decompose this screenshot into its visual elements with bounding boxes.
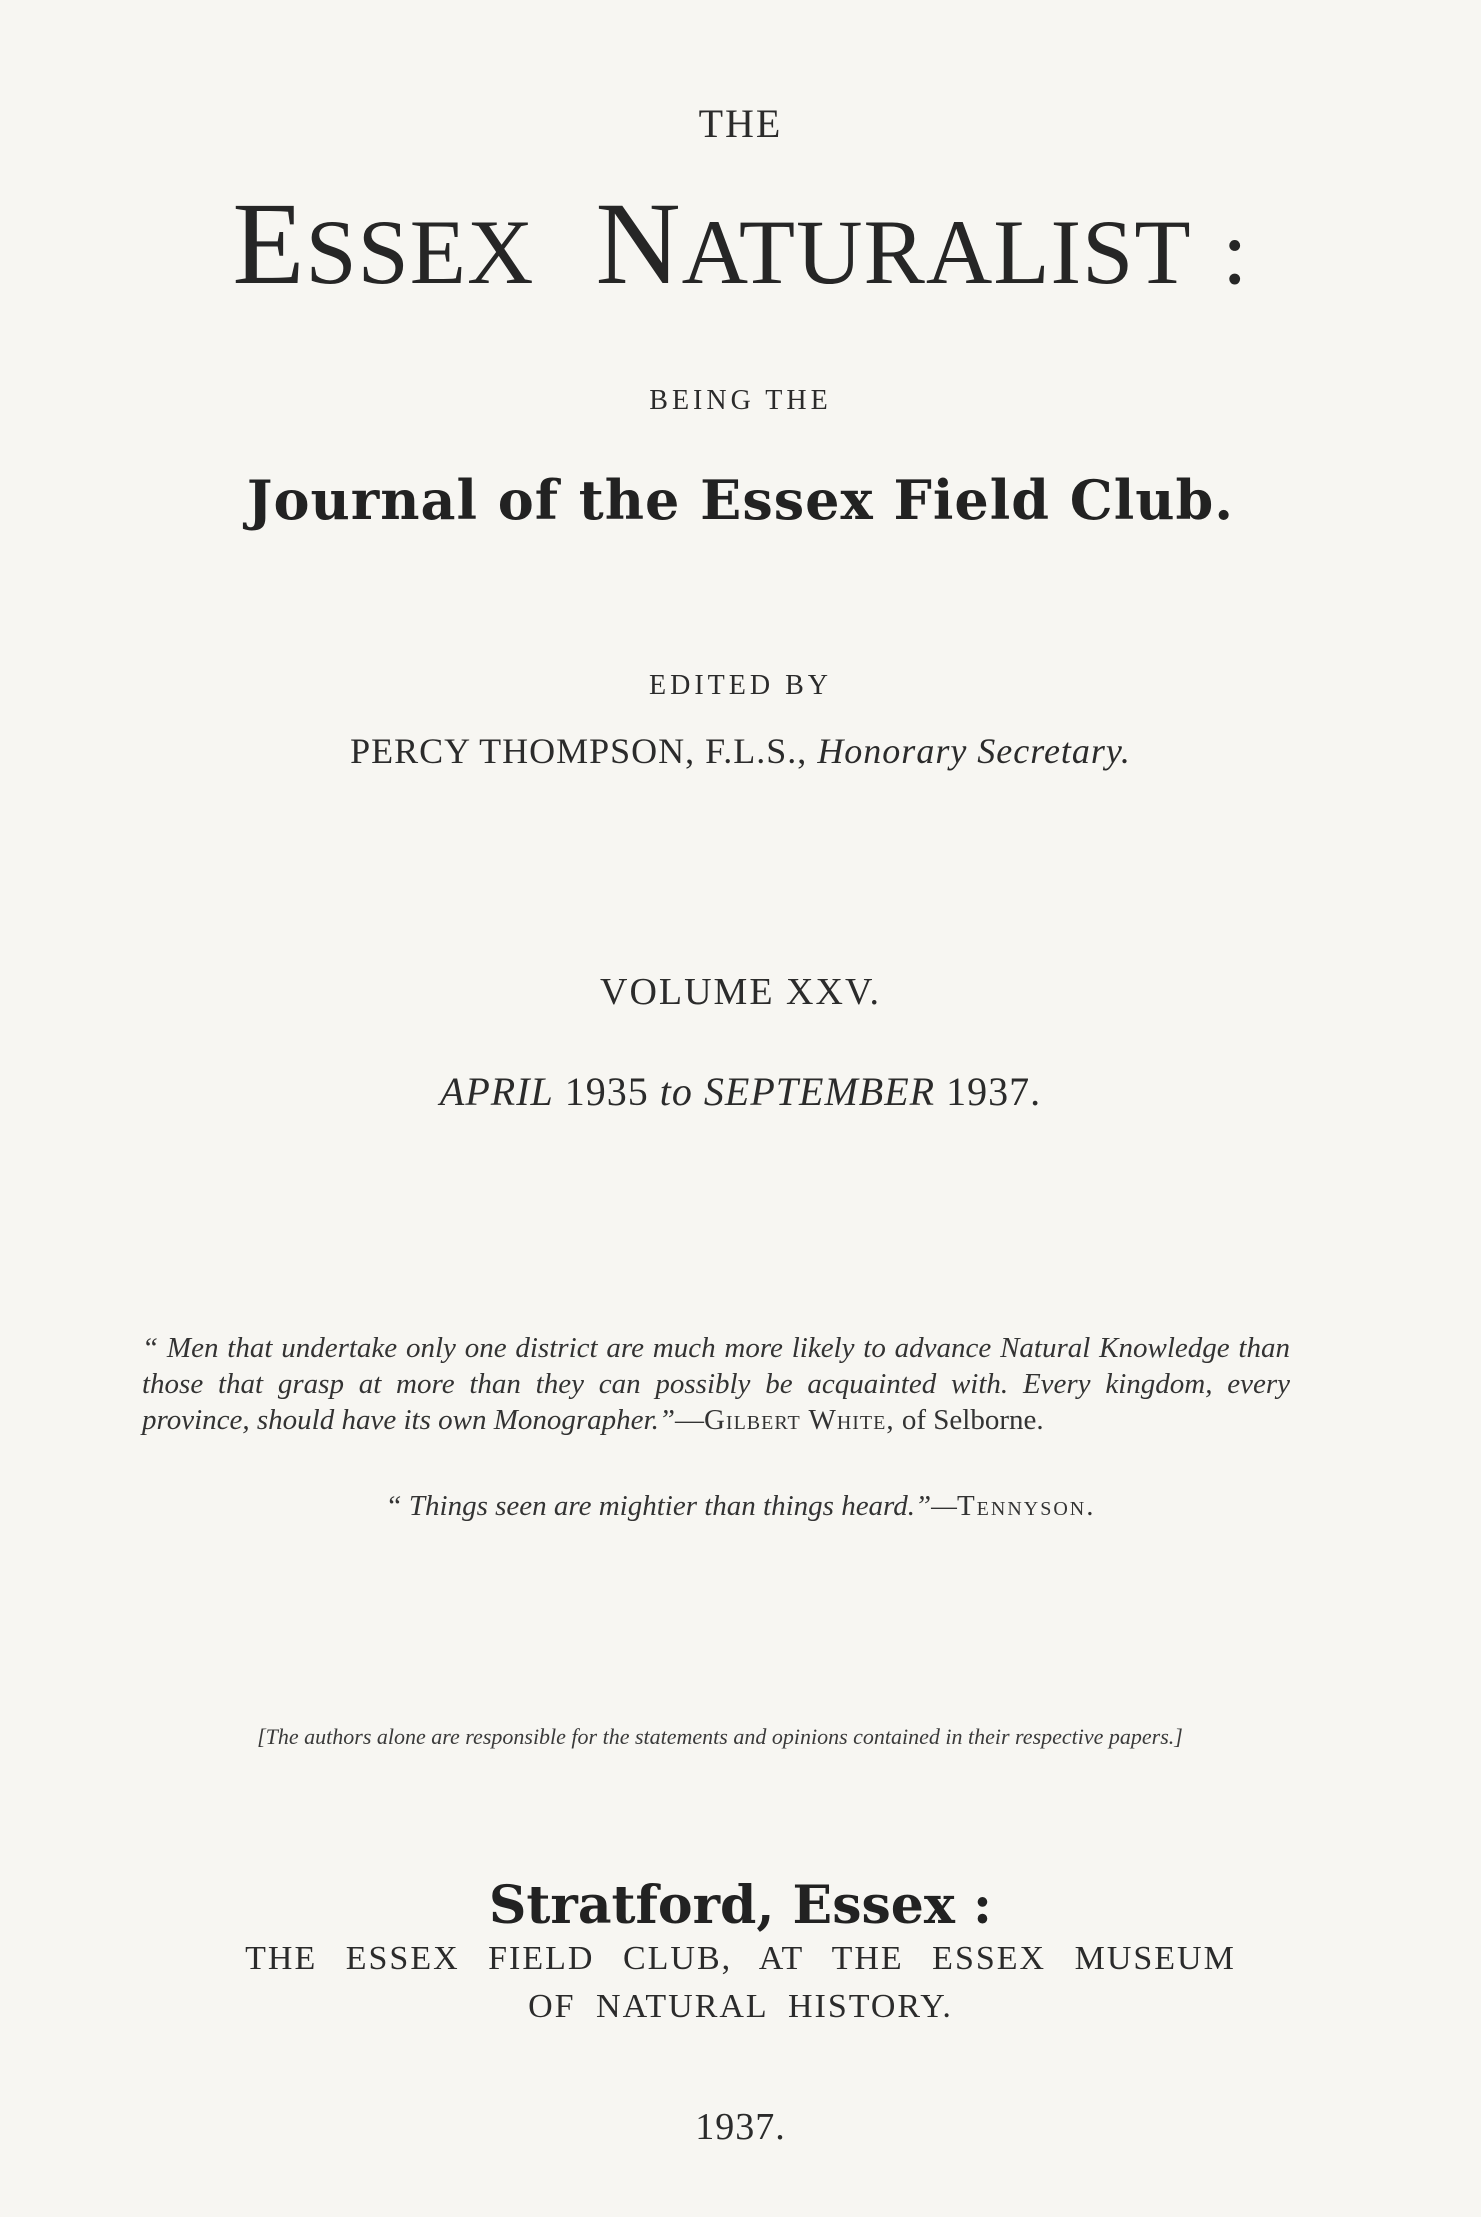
- white-quote-author: Gilbert White,: [703, 1404, 895, 1436]
- editor-name: PERCY THOMPSON, F.L.S.,: [350, 731, 808, 771]
- title-word1-initial: E: [232, 178, 306, 309]
- tennyson-quote-author: Tennyson.: [956, 1490, 1096, 1522]
- date-to-year: 1937.: [946, 1069, 1042, 1114]
- edited-by-label: EDITED BY: [649, 670, 832, 701]
- tennyson-quote-text: “ Things seen are mightier than things heard.”: [385, 1490, 932, 1522]
- date-to-word: to: [659, 1069, 693, 1114]
- main-title: [0, 178, 1481, 309]
- editor-role: Honorary Secretary.: [817, 731, 1131, 771]
- white-quote: [142, 1330, 1290, 1438]
- date-from-month: APRIL: [439, 1069, 554, 1114]
- being-the-label: BEING THE: [649, 385, 832, 416]
- tennyson-quote: [0, 1490, 1481, 1523]
- date-range: [0, 1068, 1481, 1115]
- white-quote-text: “ Men that undertake only one district are much more likely to advance Natural Knowledge than those that grasp at more than they can possibly be acquainted with. Every kingdom, every province, should have its own Monographer.”: [142, 1332, 1290, 1436]
- volume-label: VOLUME XXV.: [600, 971, 881, 1013]
- title-word1-rest: SSEX: [305, 201, 535, 303]
- publisher-line-2: OF NATURAL HISTORY.: [528, 1988, 953, 2025]
- white-quote-dash: —: [674, 1404, 704, 1436]
- tennyson-quote-dash: —: [931, 1490, 957, 1522]
- title-colon: :: [1222, 201, 1249, 303]
- title-word2-rest: ATURALIST: [681, 201, 1192, 303]
- title-article: THE: [698, 101, 783, 146]
- white-quote-place: of Selborne.: [894, 1404, 1044, 1436]
- disclaimer-note: [The authors alone are responsible for the statements and opinions contained in their respective papers.]: [257, 1724, 1183, 1749]
- imprint-place: Stratford, Essex :: [488, 1875, 993, 1936]
- title-word2-initial: N: [595, 178, 682, 309]
- publisher-line-1: THE ESSEX FIELD CLUB, AT THE ESSEX MUSEUM: [245, 1940, 1236, 1977]
- journal-subtitle: Journal of the Essex Field Club.: [246, 468, 1235, 532]
- editor-line: [0, 730, 1481, 772]
- date-to-month: SEPTEMBER: [703, 1069, 936, 1114]
- date-from-year: 1935: [564, 1069, 649, 1114]
- imprint-year: 1937.: [695, 2106, 786, 2148]
